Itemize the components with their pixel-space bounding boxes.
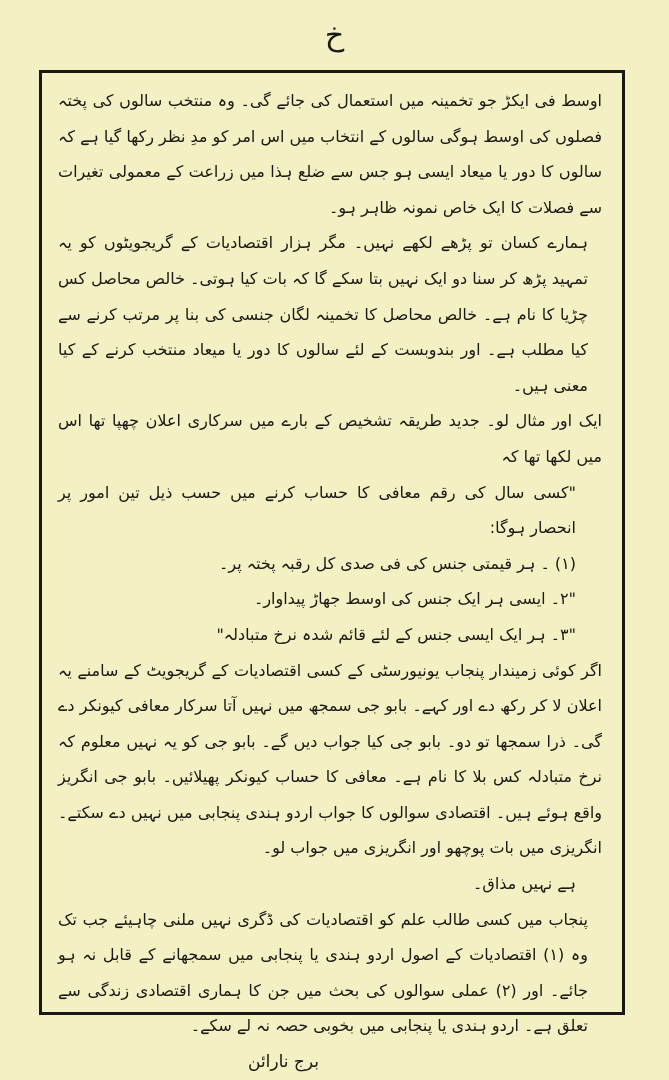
- paragraph-farmers: ہمارے کسان تو پڑھے لکھے نہیں۔ مگر ہزار اقتصادیات کے گریجویٹوں کو یہ تمہید پڑھ کر سنا دو ایک نہیں بتا سکے گا کہ بات کیا ہوتی۔ خالص محاصل کس چڑیا کا نام ہے۔ خالص محاصل کا تخمینہ لگان جنسی کی بنا پر مرتب کرنے سے کیا مطلب ہے۔ اور بندوبست کے لئے سالوں کا دور یا میعاد منتخب کرنے کے کیا معنی ہیں۔: [58, 233, 588, 395]
- quote-item-3: "۳۔ ہر ایک ایسی جنس کے لئے قائم شدہ نرخ متبادلہ": [216, 624, 576, 644]
- paragraph-joke: ہے نہیں مذاق۔: [473, 874, 576, 894]
- page-frame: [39, 70, 625, 1073]
- paragraph-degree: پنجاب میں کسی طالب علم کو اقتصادیات کی ڈگری نہیں ملنی چاہیئے جب تک وہ (۱) اقتصادیات کے اصول اردو ہندی یا پنجابی میں سمجھانے کے قابل نہ ہو جائے۔ اور (۲) عملی سوالوں کی بحث میں جن کا ہماری اقتصادی زندگی سے تعلق ہے۔ اردو ہندی یا پنجابی میں بخوبی حصہ نہ لے سکے۔: [58, 909, 588, 1036]
- body-text: [58, 83, 602, 1044]
- page-number: خ: [324, 18, 345, 53]
- paragraph-example: ایک اور مثال لو۔ جدید طریقہ تشخیص کے بارے میں سرکاری اعلان چھپا تھا اس میں لکھا تھا کہ: [58, 411, 602, 466]
- quote-item-2: "۲۔ ایسی ہر ایک جنس کی اوسط جھاڑ پیداوار۔: [253, 589, 576, 609]
- author-signature: برج نارائن: [248, 1052, 320, 1073]
- paragraph-intro: اوسط فی ایکڑ جو تخمینہ میں استعمال کی جائے گی۔ وہ منتخب سالوں کی پختہ فصلوں کی اوسط ہوگی سالوں کے انتخاب میں اس امر کو مدِ نظر رکھا گیا ہے کہ سالوں کا دور یا میعاد ایسی ہو جس سے ضلع ہذا میں زراعت کے معمولی تغیرات سے فصلات کا ایک خاص نمونہ ظاہر ہو۔: [58, 91, 602, 217]
- paragraph-zamindar: اگر کوئی زمیندار پنجاب یونیورسٹی کے کسی اقتصادیات کے گریجویٹ کے سامنے یہ اعلان لا کر رکھ دے اور کہے۔ بابو جی سمجھ میں نہیں آتا سرکار معافی کیونکر دے گی۔ ذرا سمجھا تو دو۔ بابو جی کیا جواب دیں گے۔ بابو جی کو یہ نہیں معلوم کہ نرخ متبادلہ کس بلا کا نام ہے۔ معافی کا حساب کیونکر پھیلائیں۔ بابو جی انگریز واقع ہوئے ہیں۔ اقتصادی سوالوں کا جواب اردو ہندی پنجابی میں نہیں دے سکتے۔ انگریزی میں بات پوچھو اور انگریزی میں جواب لو۔: [58, 660, 602, 858]
- quote-item-1: (۱) ۔ ہر قیمتی جنس کی فی صدی کل رقبہ پختہ پر۔: [218, 553, 576, 573]
- quote-intro: "کسی سال کی رقم معافی کا حساب کرنے میں حسب ذیل تین امور پر انحصار ہوگا:: [58, 482, 576, 538]
